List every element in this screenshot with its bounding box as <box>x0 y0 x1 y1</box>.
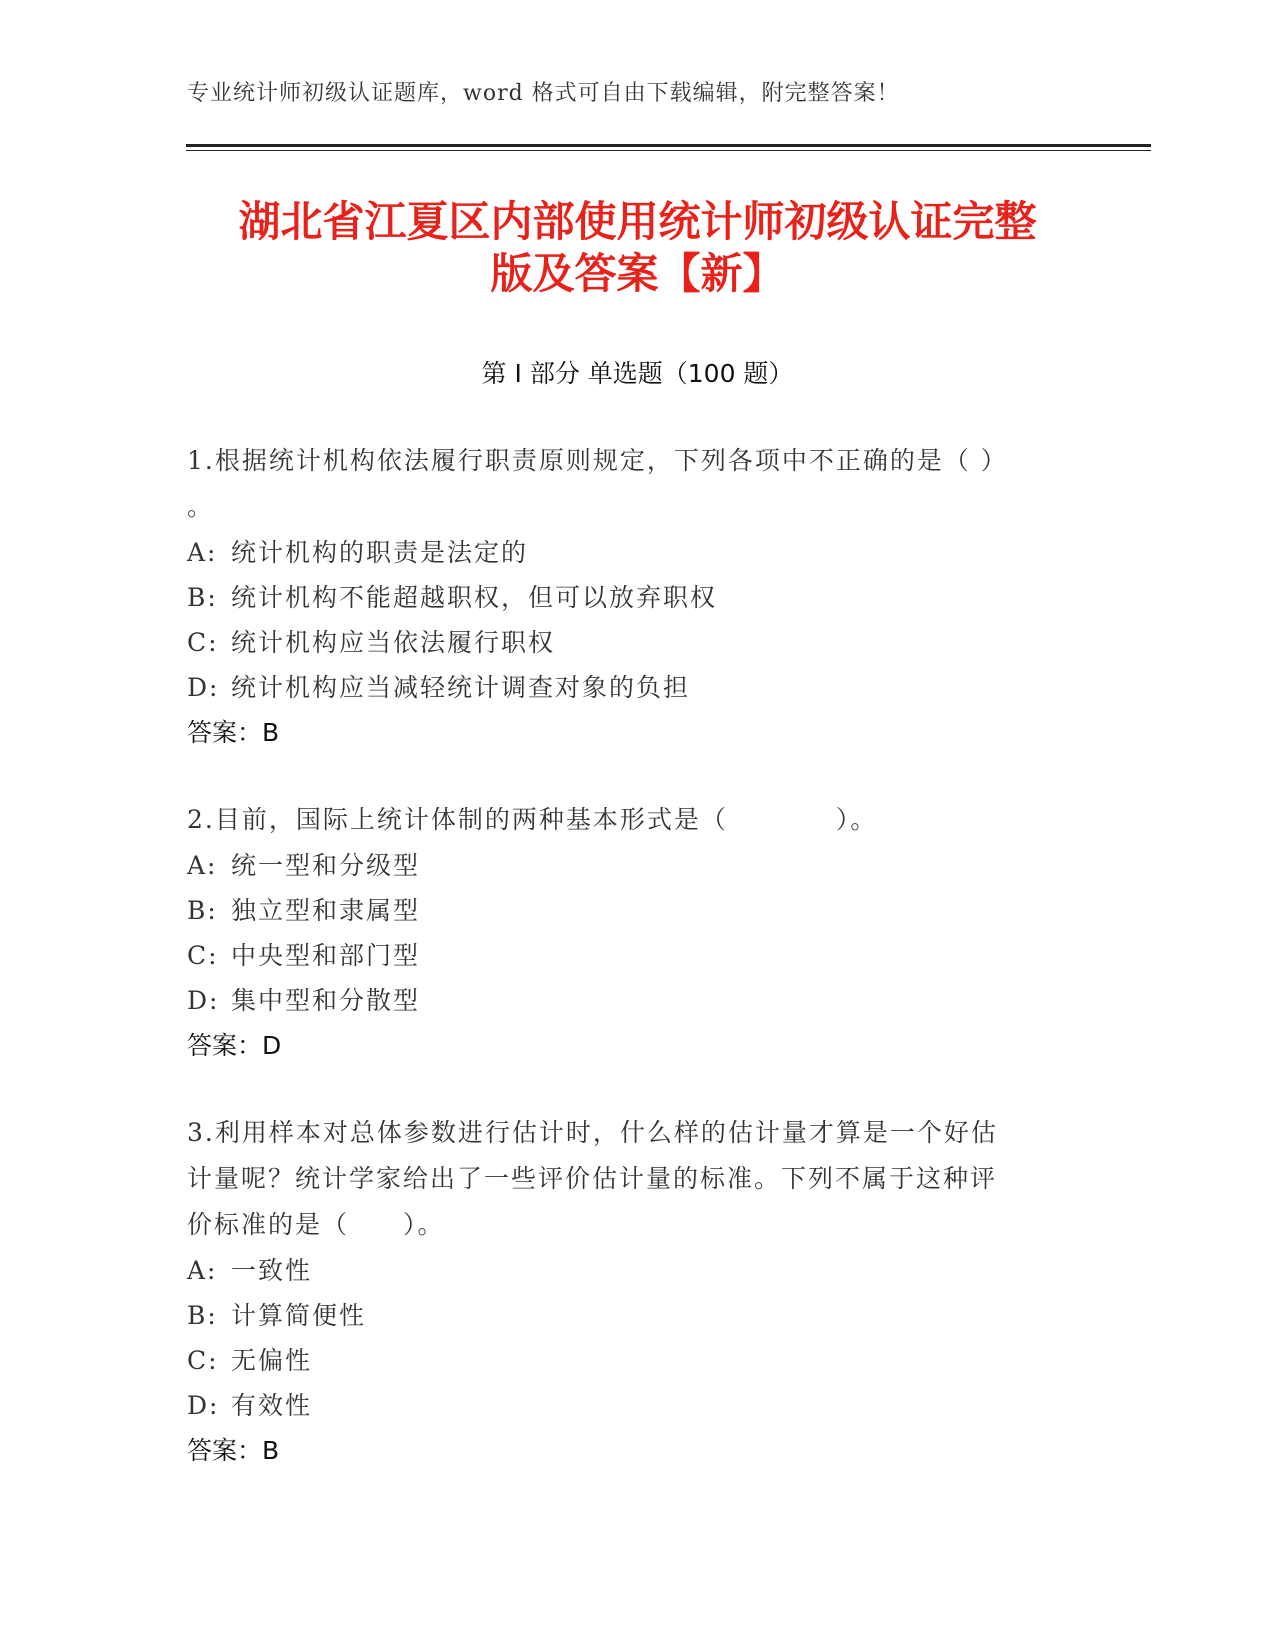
option-a <box>187 530 1062 575</box>
option-letter: C: <box>187 941 219 970</box>
option-letter: C: <box>187 628 219 657</box>
question-text: 1.根据统计机构依法履行职责原则规定，下列各项中不正确的是（ ） <box>187 446 1008 475</box>
question-text: 3.利用样本对总体参数进行估计时，什么样的估计量才算是一个好估 <box>187 1118 998 1147</box>
option-letter: B: <box>187 896 218 925</box>
option-c <box>187 1338 1062 1383</box>
option-text: 中央型和部门型 <box>231 941 421 970</box>
option-d <box>187 1383 1062 1428</box>
option-text: 计算简便性 <box>231 1301 367 1330</box>
option-letter: D: <box>187 1391 220 1420</box>
question-text-cont: 。 <box>187 492 215 521</box>
title-line-1: 湖北省江夏区内部使用统计师初级认证完整 <box>238 197 1037 246</box>
question-1 <box>187 438 1062 755</box>
option-letter: A: <box>187 1256 218 1285</box>
option-d <box>187 665 1062 710</box>
option-c <box>187 620 1062 665</box>
option-b <box>187 575 1062 620</box>
document-title <box>150 196 1125 300</box>
option-letter: D: <box>187 673 220 702</box>
option-text: 统计机构应当减轻统计调查对象的负担 <box>231 673 691 702</box>
question-2 <box>187 797 1062 1068</box>
option-text: 一致性 <box>231 1256 313 1285</box>
answer-label: 答案：B <box>187 1436 280 1465</box>
option-letter: C: <box>187 1346 219 1375</box>
option-letter: D: <box>187 986 220 1015</box>
option-a <box>187 1248 1062 1293</box>
question-text-cont: 价标准的是（ ）。 <box>187 1210 445 1239</box>
question-text: 2.目前，国际上统计体制的两种基本形式是（ ）。 <box>187 805 878 834</box>
option-text: 无偏性 <box>231 1346 313 1375</box>
section-title: 第 I 部分 单选题（100 题） <box>481 359 794 388</box>
header-divider-thick <box>186 144 1151 147</box>
option-text: 统计机构的职责是法定的 <box>231 538 529 567</box>
title-line-2: 版及答案【新】 <box>490 249 785 298</box>
option-text: 统计机构不能超越职权，但可以放弃职权 <box>231 583 718 612</box>
option-b <box>187 888 1062 933</box>
answer-label: 答案：D <box>187 1031 282 1060</box>
option-letter: B: <box>187 1301 218 1330</box>
option-text: 有效性 <box>231 1391 313 1420</box>
option-letter: A: <box>187 851 218 880</box>
option-text: 集中型和分散型 <box>231 986 421 1015</box>
option-letter: A: <box>187 538 218 567</box>
question-text-cont: 计量呢？统计学家给出了一些评价估计量的标准。下列不属于这种评 <box>187 1164 998 1193</box>
option-text: 独立型和隶属型 <box>231 896 421 925</box>
option-c <box>187 933 1062 978</box>
option-b <box>187 1293 1062 1338</box>
answer-label: 答案：B <box>187 718 280 747</box>
option-a <box>187 843 1062 888</box>
header-divider-thin <box>186 150 1151 151</box>
option-text: 统计机构应当依法履行职权 <box>231 628 556 657</box>
option-text: 统一型和分级型 <box>231 851 421 880</box>
option-d <box>187 978 1062 1023</box>
option-letter: B: <box>187 583 218 612</box>
question-3 <box>187 1110 1062 1473</box>
header-note: 专业统计师初级认证题库，word 格式可自由下载编辑，附完整答案！ <box>187 81 900 106</box>
question-list <box>187 438 1062 1515</box>
